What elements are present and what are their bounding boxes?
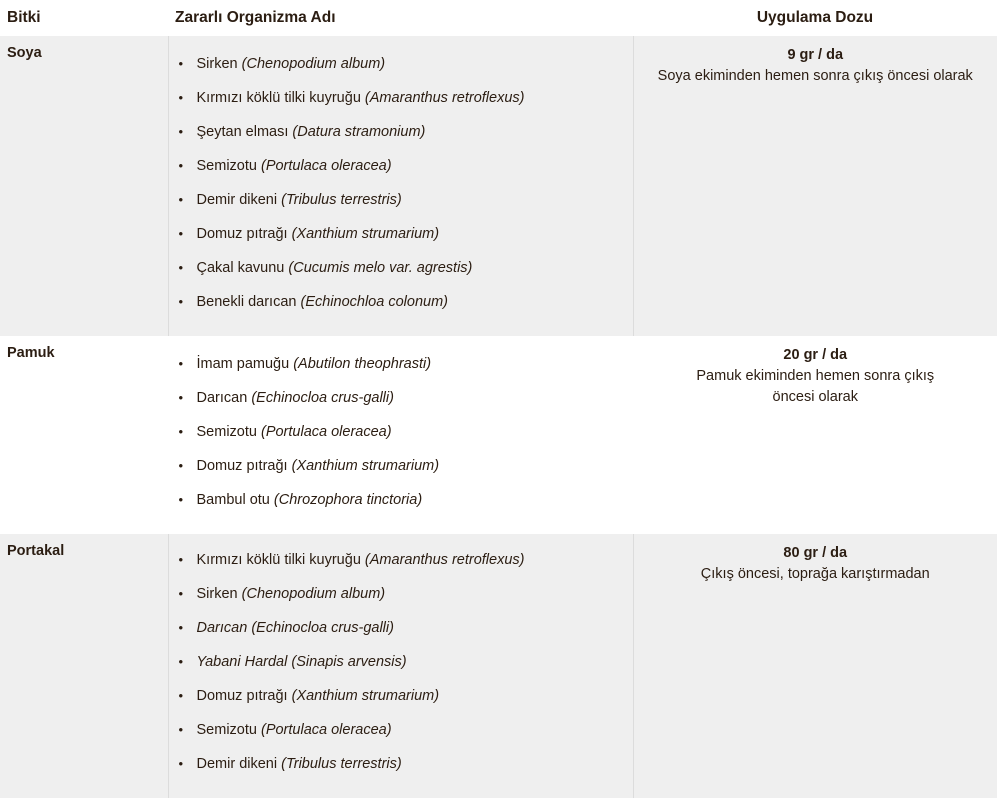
organism-common-name: Çakal kavunu	[196, 260, 285, 276]
organism-latin-name: (Portulaca oleracea)	[260, 158, 392, 174]
organism-latin-name: (Xanthium strumarium)	[291, 458, 440, 474]
organism-item	[175, 684, 633, 718]
organism-list	[169, 534, 633, 798]
organism-item	[175, 256, 633, 290]
table-row-soya	[0, 36, 997, 336]
organism-item	[175, 154, 633, 188]
organism-common-name: Semizotu	[196, 158, 257, 174]
dose-note: Çıkış öncesi, toprağa karıştırmadan	[700, 566, 930, 582]
bullet-icon: •	[178, 226, 184, 241]
organism-item	[175, 52, 633, 86]
organism-cell	[168, 534, 633, 798]
bullet-icon: •	[178, 552, 184, 567]
bullet-icon: •	[178, 90, 184, 105]
bullet-icon: •	[178, 654, 184, 669]
table-row-portakal	[0, 534, 997, 798]
organism-common-name: Domuz pıtrağı	[196, 688, 288, 704]
bullet-icon: •	[178, 158, 184, 173]
organism-cell	[168, 336, 633, 534]
dose-note: Pamuk ekiminden hemen sonra çıkış öncesi olarak	[696, 368, 935, 405]
organism-latin-name: (Chenopodium album)	[241, 586, 386, 602]
organism-item	[175, 752, 633, 786]
organism-common-name: Demir dikeni	[196, 192, 278, 208]
organism-latin-name: (Amaranthus retroflexus)	[364, 90, 525, 106]
bullet-icon: •	[178, 124, 184, 139]
organism-item	[175, 582, 633, 616]
organism-common-name: İmam pamuğu	[196, 356, 290, 372]
organism-latin-name: (Amaranthus retroflexus)	[364, 552, 525, 568]
bullet-icon: •	[178, 424, 184, 439]
dose-note: Soya ekiminden hemen sonra çıkış öncesi olarak	[657, 68, 973, 84]
table-header-row	[0, 0, 997, 36]
organism-latin-name: (Cucumis melo var. agrestis)	[288, 260, 473, 276]
bullet-icon: •	[178, 458, 184, 473]
bullet-icon: •	[178, 586, 184, 601]
organism-item	[175, 718, 633, 752]
organism-common-name: Bambul otu	[196, 492, 270, 508]
plant-name: Soya	[0, 36, 168, 336]
organism-latin-name: (Chrozophora tinctoria)	[273, 492, 423, 508]
organism-latin-name: (Chenopodium album)	[241, 56, 386, 72]
plant-name: Pamuk	[0, 336, 168, 534]
organism-latin-name: (Sinapis arvensis)	[291, 654, 407, 670]
organism-common-name: Sirken	[196, 586, 238, 602]
organism-item	[175, 420, 633, 454]
organism-latin-name: (Datura stramonium)	[292, 124, 426, 140]
header-plant: Bitki	[0, 0, 168, 36]
organism-list	[169, 36, 633, 336]
organism-item	[175, 616, 633, 650]
dose-cell	[633, 534, 997, 798]
organism-latin-name: (Xanthium strumarium)	[291, 688, 440, 704]
dose-amount: 80 gr / da	[783, 545, 848, 561]
header-organism: Zararlı Organizma Adı	[168, 0, 633, 36]
organism-common-name: Semizotu	[196, 722, 257, 738]
bullet-icon: •	[178, 56, 184, 71]
organism-item	[175, 86, 633, 120]
organism-item	[175, 454, 633, 488]
organism-common-name: Kırmızı köklü tilki kuyruğu	[196, 552, 361, 568]
organism-cell	[168, 36, 633, 336]
bullet-icon: •	[178, 620, 184, 635]
plant-name: Portakal	[0, 534, 168, 798]
organism-latin-name: (Xanthium strumarium)	[291, 226, 440, 242]
bullet-icon: •	[178, 722, 184, 737]
bullet-icon: •	[178, 260, 184, 275]
dose-amount: 20 gr / da	[783, 347, 848, 363]
organism-latin-name: (Echinocloa crus-galli)	[251, 390, 394, 406]
organism-item	[175, 386, 633, 420]
organism-common-name: Darıcan	[196, 390, 248, 406]
bullet-icon: •	[178, 294, 184, 309]
organism-item	[175, 290, 633, 324]
organism-common-name: Domuz pıtrağı	[196, 458, 288, 474]
organism-item	[175, 120, 633, 154]
organism-latin-name: (Abutilon theophrasti)	[293, 356, 432, 372]
dose-cell	[633, 36, 997, 336]
organism-item	[175, 188, 633, 222]
organism-item	[175, 650, 633, 684]
organism-common-name: Şeytan elması	[196, 124, 289, 140]
organism-common-name: Darıcan	[196, 620, 248, 636]
organism-item	[175, 488, 633, 522]
organism-item	[175, 352, 633, 386]
organism-latin-name: (Echinocloa crus-galli)	[251, 620, 394, 636]
dose-cell	[633, 336, 997, 534]
organism-common-name: Domuz pıtrağı	[196, 226, 288, 242]
organism-latin-name: (Tribulus terrestris)	[281, 756, 402, 772]
organism-list	[169, 336, 633, 534]
bullet-icon: •	[178, 390, 184, 405]
organism-latin-name: (Echinochloa colonum)	[300, 294, 448, 310]
bullet-icon: •	[178, 356, 184, 371]
bullet-icon: •	[178, 192, 184, 207]
organism-item	[175, 548, 633, 582]
organism-common-name: Demir dikeni	[196, 756, 278, 772]
organism-common-name: Yabani Hardal	[196, 654, 288, 670]
header-dose: Uygulama Dozu	[633, 0, 997, 36]
organism-common-name: Sirken	[196, 56, 238, 72]
bullet-icon: •	[178, 756, 184, 771]
organism-common-name: Semizotu	[196, 424, 257, 440]
organism-latin-name: (Tribulus terrestris)	[281, 192, 402, 208]
organism-latin-name: (Portulaca oleracea)	[260, 424, 392, 440]
organism-item	[175, 222, 633, 256]
organism-common-name: Benekli darıcan	[196, 294, 297, 310]
bullet-icon: •	[178, 492, 184, 507]
dose-amount: 9 gr / da	[787, 47, 844, 63]
table-row-pamuk	[0, 336, 997, 534]
organism-latin-name: (Portulaca oleracea)	[260, 722, 392, 738]
bullet-icon: •	[178, 688, 184, 703]
organism-common-name: Kırmızı köklü tilki kuyruğu	[196, 90, 361, 106]
